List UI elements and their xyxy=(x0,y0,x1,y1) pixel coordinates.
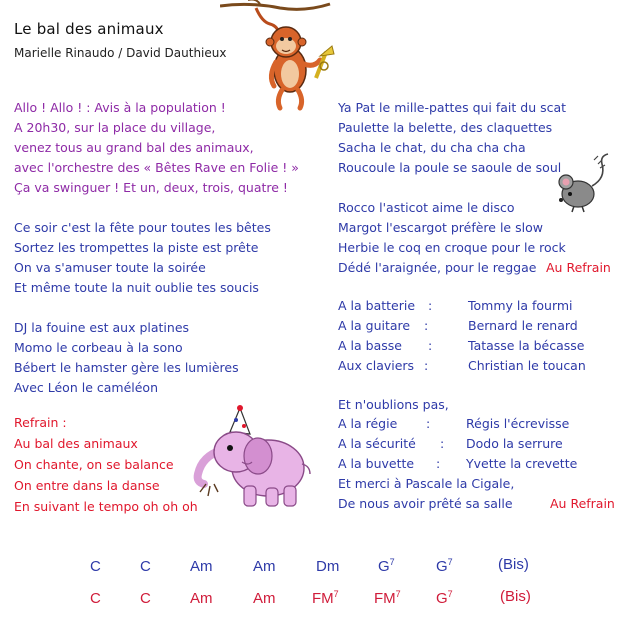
refrain-line: Au bal des animaux xyxy=(14,436,138,451)
chord xyxy=(316,558,339,575)
verse-line: Ya Pat le mille-pattes qui fait du scat xyxy=(338,100,567,115)
chord xyxy=(190,558,213,575)
song-title: Le bal des animaux xyxy=(14,20,164,38)
verse-line: Et merci à Pascale la Cigale, xyxy=(338,476,515,491)
chord-label: G xyxy=(378,558,390,575)
band-instrument: A la basse xyxy=(338,338,402,353)
chord-label: Am xyxy=(190,590,213,607)
verse-line: A 20h30, sur la place du village, xyxy=(14,120,216,135)
chord-label: G xyxy=(436,590,448,607)
chord-label: FM xyxy=(312,590,334,607)
verse-line: Ça va swinguer ! Et un, deux, trois, quatre ! xyxy=(14,180,288,195)
bis-label: (Bis) xyxy=(500,588,531,605)
chord-superscript: 7 xyxy=(447,589,453,599)
verse-line: Margot l'escargot préfère le slow xyxy=(338,220,543,235)
refrain-line: En suivant le tempo oh oh oh xyxy=(14,499,198,514)
verse-line: Dédé l'araignée, pour le reggae xyxy=(338,260,537,275)
chord-grid-row-2 xyxy=(0,586,630,626)
au-refrain-tag: Au Refrain xyxy=(550,496,615,511)
chord-label: C xyxy=(140,558,151,575)
verse-line: DJ la fouine est aux platines xyxy=(14,320,190,335)
verse-line: Et même toute la nuit oublie tes soucis xyxy=(14,280,259,295)
chord xyxy=(190,590,213,607)
chord-label: C xyxy=(90,558,101,575)
chord xyxy=(436,590,453,607)
chord-label: G xyxy=(436,558,448,575)
verse-line: Momo le corbeau à la sono xyxy=(14,340,183,355)
staff-name: Yvette la crevette xyxy=(466,456,578,471)
chord xyxy=(90,590,101,607)
chord-label: C xyxy=(140,590,151,607)
chord-superscript: 7 xyxy=(447,557,453,567)
band-instrument: Aux claviers xyxy=(338,358,415,373)
chord-label: FM xyxy=(374,590,396,607)
verse-line: avec l'orchestre des « Bêtes Rave en Folie ! » xyxy=(14,160,299,175)
chord xyxy=(90,558,101,575)
staff-role: A la régie xyxy=(338,416,398,431)
verse-line: venez tous au grand bal des animaux, xyxy=(14,140,254,155)
mouse-illustration xyxy=(554,150,614,220)
chord xyxy=(436,558,453,575)
verse-line: Sortez les trompettes la piste est prête xyxy=(14,240,259,255)
elephant-illustration xyxy=(184,402,314,512)
song-authors: Marielle Rinaudo / David Dauthieux xyxy=(14,46,227,60)
band-separator: : xyxy=(424,318,429,333)
staff-name: Régis l'écrevisse xyxy=(466,416,570,431)
verse-line: Et n'oublions pas, xyxy=(338,397,449,412)
chord-label: Am xyxy=(190,558,213,575)
chord-label: Dm xyxy=(316,558,340,575)
staff-separator: : xyxy=(440,436,445,451)
band-separator: : xyxy=(428,338,433,353)
band-instrument: A la guitare xyxy=(338,318,411,333)
verse-line: Herbie le coq en croque pour le rock xyxy=(338,240,566,255)
chord-label: C xyxy=(90,590,101,607)
band-player: Bernard le renard xyxy=(468,318,578,333)
verse-line: De nous avoir prêté sa salle xyxy=(338,496,513,511)
staff-role: A la sécurité xyxy=(338,436,416,451)
verse-line: Avec Léon le caméléon xyxy=(14,380,159,395)
verse-line: Sacha le chat, du cha cha cha xyxy=(338,140,526,155)
band-instrument: A la batterie xyxy=(338,298,416,313)
verse-line: Paulette la belette, des claquettes xyxy=(338,120,553,135)
verse-line: Allo ! Allo ! : Avis à la population ! xyxy=(14,100,226,115)
au-refrain-tag: Au Refrain xyxy=(546,260,611,275)
staff-role: A la buvette xyxy=(338,456,415,471)
band-player: Christian le toucan xyxy=(468,358,586,373)
bis-label: (Bis) xyxy=(498,556,529,573)
band-player: Tommy la fourmi xyxy=(468,298,573,313)
staff-name: Dodo la serrure xyxy=(466,436,563,451)
verse-line: Bébert le hamster gère les lumières xyxy=(14,360,239,375)
verse-line: On va s'amuser toute la soirée xyxy=(14,260,206,275)
monkey-illustration xyxy=(220,0,340,112)
chord-label: Am xyxy=(253,558,276,575)
chord xyxy=(253,558,276,575)
chord-superscript: 7 xyxy=(395,589,401,599)
chord xyxy=(140,558,151,575)
chord xyxy=(140,590,151,607)
chord xyxy=(312,590,339,607)
chord-superscript: 7 xyxy=(389,557,395,567)
staff-separator: : xyxy=(436,456,441,471)
verse-line: Ce soir c'est la fête pour toutes les bêtes xyxy=(14,220,271,235)
band-separator: : xyxy=(424,358,429,373)
refrain-line: On entre dans la danse xyxy=(14,478,160,493)
refrain-line: On chante, on se balance xyxy=(14,457,174,472)
refrain-heading: Refrain : xyxy=(14,415,67,430)
staff-separator: : xyxy=(426,416,431,431)
band-separator: : xyxy=(428,298,433,313)
chord xyxy=(253,590,276,607)
band-player: Tatasse la bécasse xyxy=(468,338,585,353)
verse-line: Rocco l'asticot aime le disco xyxy=(338,200,515,215)
chord-label: Am xyxy=(253,590,276,607)
chord xyxy=(374,590,401,607)
verse-line: Roucoule la poule se saoule de soul xyxy=(338,160,562,175)
chord-superscript: 7 xyxy=(333,589,339,599)
chord xyxy=(378,558,395,575)
